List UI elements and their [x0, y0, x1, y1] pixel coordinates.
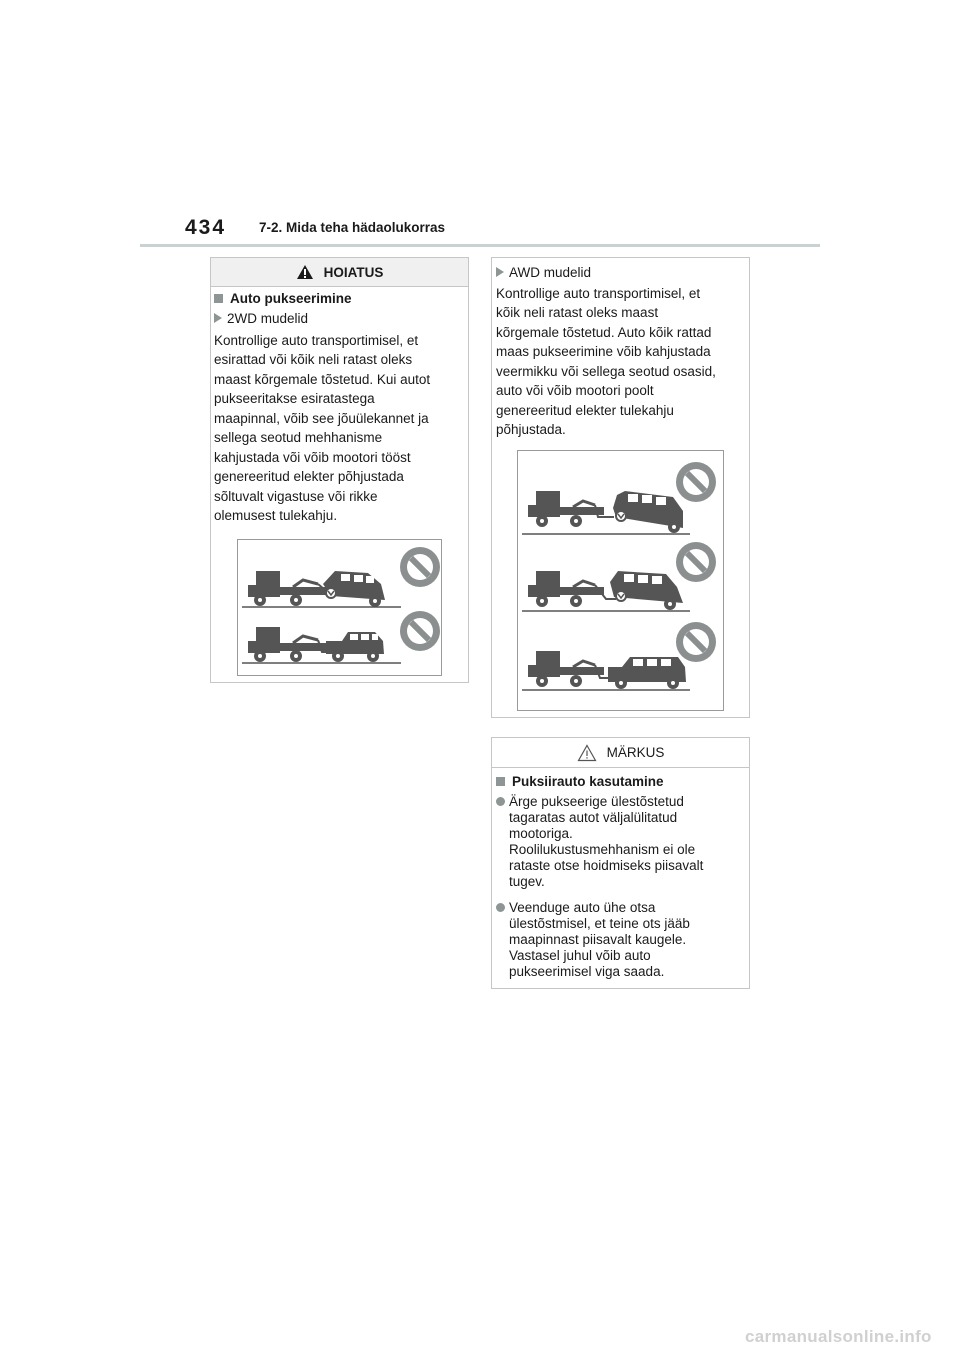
- caution-outline-icon: [577, 744, 597, 762]
- page-number: 434: [185, 216, 227, 239]
- text-line: Kontrollige auto transportimisel, et: [496, 285, 701, 301]
- prohibit-icon: [676, 622, 716, 662]
- awd-box: [491, 257, 750, 718]
- watermark: carmanualsonline.info: [745, 1327, 932, 1346]
- text-line: pukseeritakse esiratastega: [214, 391, 375, 406]
- awd-body: [496, 284, 749, 440]
- prohibit-icon: [676, 462, 716, 502]
- text-line: põhjustada.: [496, 422, 566, 437]
- tow-scene-rear-lifted: [522, 571, 690, 611]
- text-line: pukseerimisel viga saada.: [509, 964, 665, 979]
- model-label-2wd: [214, 309, 468, 329]
- warning-triangle-icon: [296, 264, 314, 280]
- text-line: tugev.: [509, 874, 545, 889]
- warning-heading: [214, 291, 468, 306]
- model-label-awd: [496, 263, 749, 283]
- text-line: maapinnal, võib see jõuülekannet ja: [214, 410, 429, 426]
- notice-title: MÄRKUS: [606, 745, 665, 760]
- model-label-2wd-text: 2WD mudelid: [227, 311, 309, 326]
- text-line: maapinnast piisavalt kaugele.: [509, 932, 687, 947]
- towing-illustration-awd: [517, 450, 724, 711]
- text-line: esirattad või kõik neli ratast oleks: [214, 352, 413, 367]
- model-label-awd-text: AWD mudelid: [509, 265, 592, 280]
- notice-heading: [496, 774, 749, 789]
- tow-scene-front-lifted: [242, 571, 401, 607]
- tow-scene-rear-lifted: [242, 627, 401, 663]
- text-line: maas pukseerimine võib kahjustada: [496, 344, 711, 359]
- notice-bullet: [496, 794, 749, 890]
- text-line: sellega seotud mehhanisme: [214, 430, 383, 445]
- notice-box: [491, 737, 750, 989]
- text-line: mootoriga.: [509, 826, 573, 841]
- text-line: Ärge pukseerige ülestõstetud: [509, 794, 684, 809]
- text-line: kahjustada või võib mootori tööst: [214, 449, 411, 465]
- text-line: auto või võib mootori poolt: [496, 383, 654, 398]
- warning-heading-text: Auto pukseerimine: [230, 291, 352, 306]
- text-line: Roolilukustusmehhanism ei ole: [509, 842, 696, 857]
- warning-body: [214, 331, 468, 526]
- dot-bullet-icon: [496, 797, 505, 806]
- warning-box-header: [211, 258, 468, 287]
- square-bullet-icon: [496, 777, 505, 786]
- text-line: kõrgemale tõstetud. Auto kõik rattad: [496, 324, 712, 340]
- warning-box: [210, 257, 469, 683]
- text-line: veermikku või sellega seotud osasid,: [496, 363, 716, 379]
- triangle-bullet-icon: [496, 267, 504, 277]
- square-bullet-icon: [214, 294, 223, 303]
- text-line: ülestõstmisel, et teine ots jääb: [509, 916, 690, 931]
- text-line: olemusest tulekahju.: [214, 508, 338, 523]
- towing-illustration-2wd: [237, 539, 442, 676]
- text-line: genereeritud elekter tulekahju: [496, 402, 674, 418]
- text-line: Vastasel juhul võib auto: [509, 948, 651, 963]
- text-line: genereeritud elekter põhjustada: [214, 469, 404, 484]
- text-line: tagaratas autot väljalülitatud: [509, 810, 678, 825]
- notice-heading-text: Puksiirauto kasutamine: [512, 774, 664, 789]
- notice-bullet: [496, 900, 749, 980]
- tow-scene-all-wheels-ground: [522, 651, 690, 690]
- warning-title: HOIATUS: [323, 264, 384, 280]
- tow-scene-front-lifted: [522, 491, 690, 534]
- text-line: kõik neli ratast oleks maast: [496, 305, 659, 320]
- prohibit-icon: [400, 611, 440, 651]
- header-divider: [140, 244, 820, 247]
- dot-bullet-icon: [496, 903, 505, 912]
- triangle-bullet-icon: [214, 313, 222, 323]
- text-line: rataste otse hoidmiseks piisavalt: [509, 858, 704, 873]
- section-title: 7-2. Mida teha hädaolukorras: [259, 220, 446, 235]
- notice-box-header: [492, 738, 749, 768]
- text-line: sõltuvalt vigastuse või rikke: [214, 488, 378, 504]
- text-line: maast kõrgemale tõstetud. Kui autot: [214, 371, 431, 387]
- prohibit-icon: [400, 547, 440, 587]
- text-line: Kontrollige auto transportimisel, et: [214, 332, 419, 348]
- text-line: Veenduge auto ühe otsa: [509, 900, 656, 915]
- prohibit-icon: [676, 542, 716, 582]
